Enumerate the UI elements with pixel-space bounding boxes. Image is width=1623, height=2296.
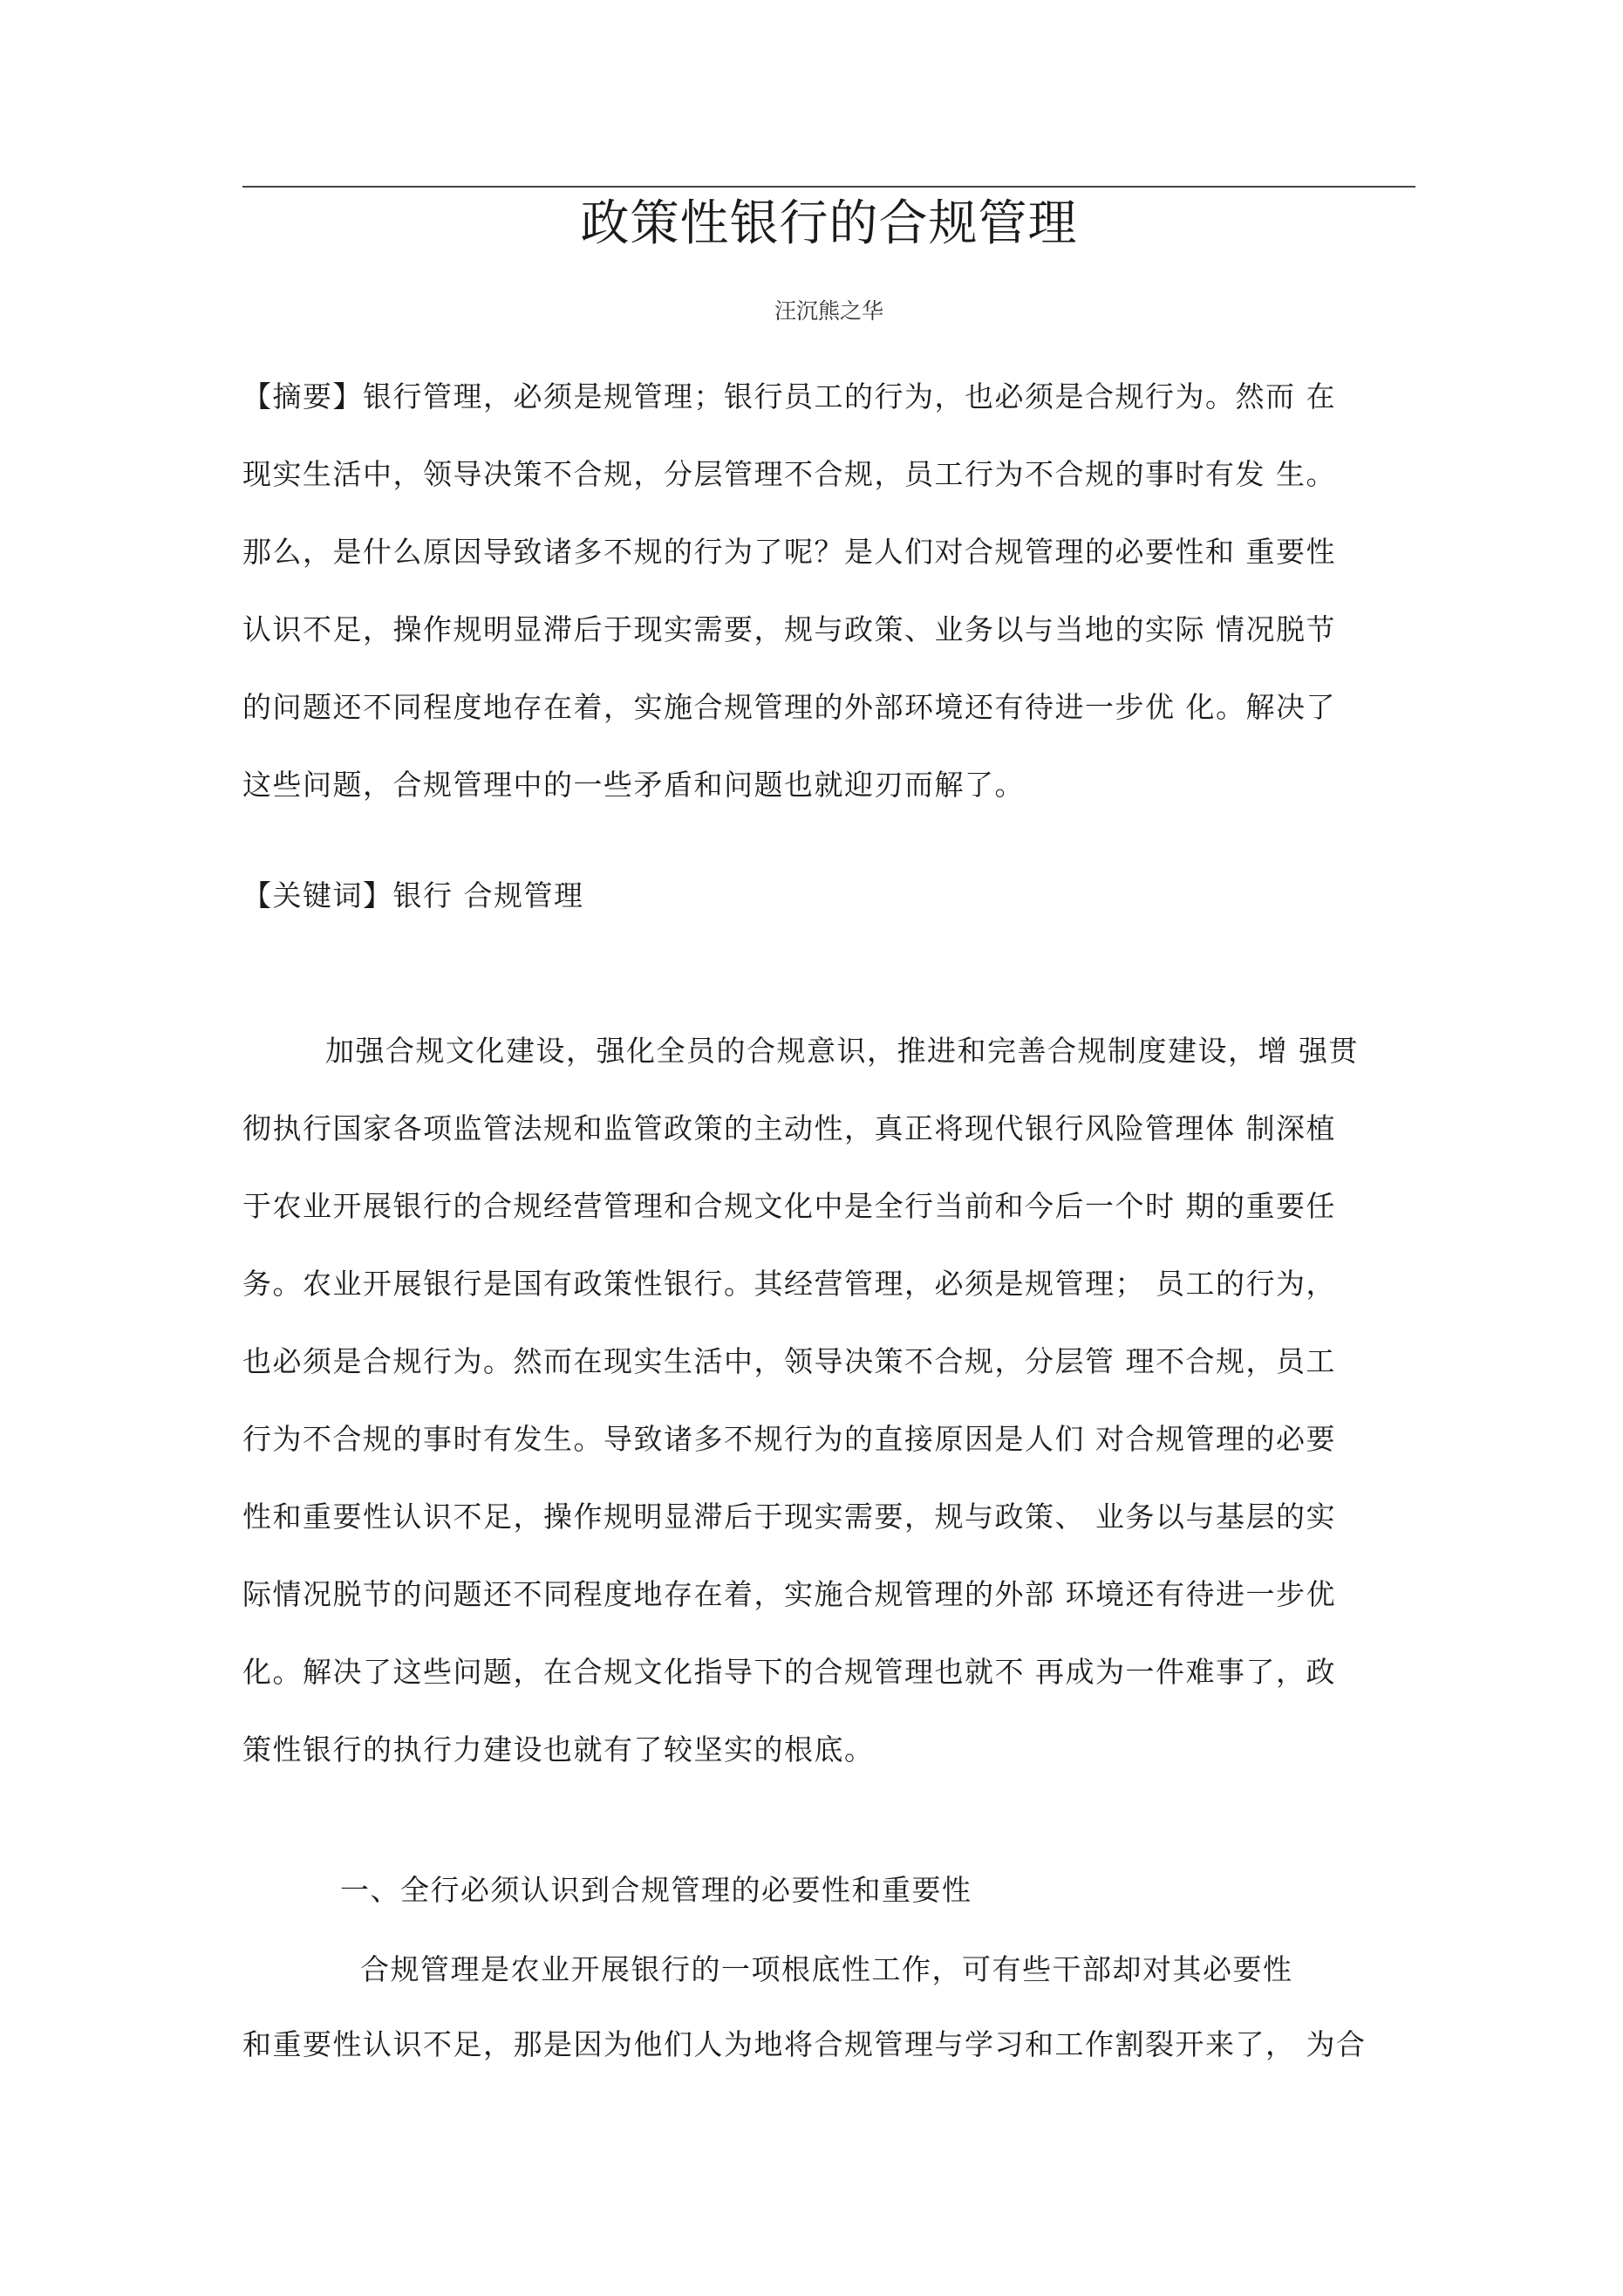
abstract-line: 这些问题，合规管理中的一些矛盾和问题也就迎刃而解了。 [242, 768, 1025, 802]
paragraph-line: 际情况脱节的问题还不同程度地存在着，实施合规管理的外部 环境还有待进一步优 [242, 1577, 1336, 1611]
paragraph-line: 也必须是合规行为。然而在现实生活中，领导决策不合规，分层管 理不合规，员工 [242, 1344, 1336, 1378]
abstract-line: 认识不足，操作规明显滞后于现实需要，规与政策、业务以与当地的实际 情况脱节 [242, 612, 1336, 646]
section-heading: 一、全行必须认识到合规管理的必要性和重要性 [340, 1873, 972, 1907]
abstract-line: 那么，是什么原因导致诸多不规的行为了呢？是人们对合规管理的必要性和 重要性 [242, 535, 1336, 569]
top-rule [242, 186, 1415, 188]
paragraph-line: 和重要性认识不足，那是因为他们人为地将合规管理与学习和工作割裂开来了， 为合 [242, 2027, 1367, 2061]
paragraph-line: 彻执行国家各项监管法规和监管政策的主动性，真正将现代银行风险管理体 制深植 [242, 1111, 1336, 1145]
paragraph-line: 合规管理是农业开展银行的一项根底性工作，可有些干部却对其必要性 [360, 1952, 1293, 1986]
keywords-line: 【关键词】银行 合规管理 [242, 878, 584, 912]
author-line: 汪沉熊之华 [774, 298, 883, 324]
keywords [242, 857, 1415, 934]
abstract-line: 【摘要】银行管理，必须是规管理；银行员工的行为，也必须是合规行为。然而 在 [242, 379, 1336, 413]
paragraph-line: 于农业开展银行的合规经营管理和合规文化中是全行当前和今后一个时 期的重要任 [242, 1189, 1336, 1223]
paragraph-line: 化。解决了这些问题，在合规文化指导下的合规管理也就不 再成为一件难事了，政 [242, 1655, 1336, 1689]
paragraph-line: 行为不合规的事时有发生。导致诸多不规行为的直接原因是人们 对合规管理的必要 [242, 1422, 1336, 1456]
paragraph-line: 策性银行的执行力建设也就有了较坚实的根底。 [242, 1732, 875, 1766]
abstract-line: 的问题还不同程度地存在着，实施合规管理的外部环境还有待进一步优 化。解决了 [242, 690, 1336, 724]
paragraph-line: 加强合规文化建设，强化全员的合规意识，推进和完善合规制度建设，增 强贯 [325, 1034, 1359, 1068]
section-paragraph [242, 1932, 1415, 2082]
paragraph-line: 务。农业开展银行是国有政策性银行。其经营管理，必须是规管理； 员工的行为， [242, 1267, 1336, 1301]
document-title: 政策性银行的合规管理 [580, 195, 1078, 252]
abstract-line: 现实生活中，领导决策不合规，分层管理不合规，员工行为不合规的事时有发 生。 [242, 457, 1336, 491]
paragraph-line: 性和重要性认识不足，操作规明显滞后于现实需要，规与政策、 业务以与基层的实 [242, 1500, 1336, 1534]
abstract [242, 358, 1415, 823]
intro-paragraph [242, 1012, 1415, 1788]
